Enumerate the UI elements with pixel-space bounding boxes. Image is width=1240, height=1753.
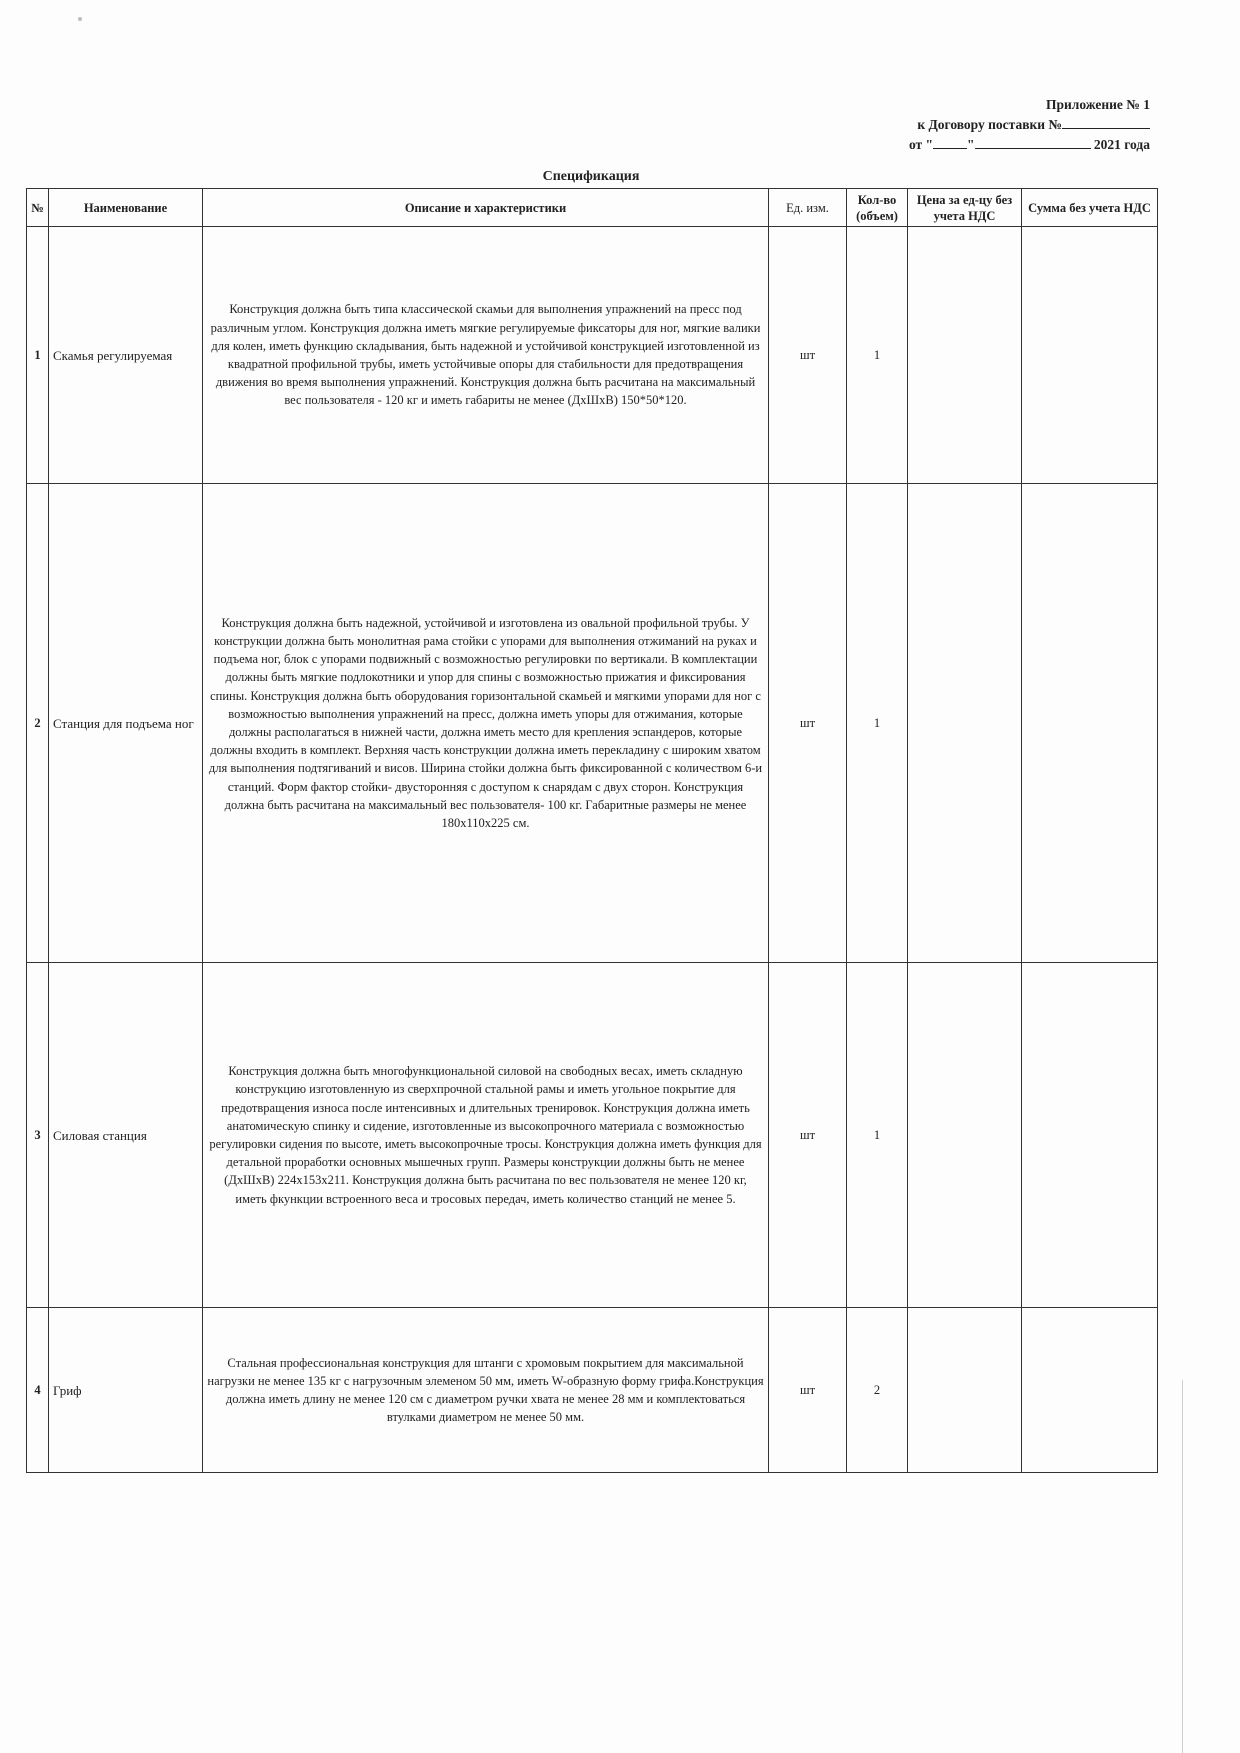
contract-date <box>909 134 1150 154</box>
item-description: Стальная профессиональная конструкция для штанги с хромовым покрытием для максимальной нагрузки не менее 135 кг с нагрузочным элеменом 50 мм, иметь W-образную форму грифа.Конструкция должна иметь длину не менее 120 см с диаметром ручки хвата не менее 28 мм и комплектоваться втулками диаметром не менее 50 мм. <box>203 1308 769 1473</box>
item-unit: шт <box>769 484 847 963</box>
item-name: Скамья регулируемая <box>49 227 203 484</box>
appendix-header <box>909 95 1150 154</box>
appendix-number: Приложение № 1 <box>1046 97 1150 112</box>
specification-table <box>26 188 1158 1473</box>
item-name: Силовая станция <box>49 963 203 1308</box>
column-header-unit-price: Цена за ед-цу без учета НДС <box>908 189 1022 227</box>
item-quantity: 2 <box>847 1308 908 1473</box>
table-row <box>27 484 1158 963</box>
column-header-description: Описание и характеристики <box>203 189 769 227</box>
item-name: Станция для подъема ног <box>49 484 203 963</box>
contract-text: к Договору поставки № <box>917 117 1062 132</box>
column-header-quantity: Кол-во (объем) <box>847 189 908 227</box>
row-number: 3 <box>27 963 49 1308</box>
date-day-blank <box>933 134 967 149</box>
contract-number-blank <box>1062 114 1150 129</box>
table-row <box>27 227 1158 484</box>
item-unit-price <box>908 484 1022 963</box>
item-name: Гриф <box>49 1308 203 1473</box>
item-unit: шт <box>769 1308 847 1473</box>
scan-edge-line <box>1182 1380 1183 1753</box>
date-month-blank <box>975 134 1091 149</box>
item-description: Конструкция должна быть многофункциональной силовой на свободных весах, иметь складную конструкцию изготовленную из сверхпрочной стальной рамы и иметь угольное покрытие для предотвращения износа после интенсивных и длительных тренировок. Конструкция должна иметь анатомическую спинку и сидение, изготовленные из высокопрочного материала с возможностью регулировки сидения по высоте, иметь высокопрочные тросы. Конструкция должна иметь функция для детальной проработки основных мышечных групп. Размеры конструкции должны быть не менее (ДхШхВ) 224х153х211. Конструкция должна быть расчитана по вес пользователя не менее 120 кг, иметь фкункции встроенного веса и тросовых передач, иметь количество станций не менее 5. <box>203 963 769 1308</box>
row-number: 1 <box>27 227 49 484</box>
column-header-name: Наименование <box>49 189 203 227</box>
item-unit: шт <box>769 227 847 484</box>
table-row <box>27 963 1158 1308</box>
item-quantity: 1 <box>847 227 908 484</box>
column-header-number: № <box>27 189 49 227</box>
date-mid: " <box>967 137 975 152</box>
item-description: Конструкция должна быть надежной, устойчивой и изготовлена из овальной профильной трубы. У конструкции должна быть монолитная рама стойки с упорами для выполнения отжиманий на руках и подъема ног, блок с упорами подвижный с возможностью регулировки по вертикали. В комплектации должны быть мягкие подлокотники и упор для спины с возможностью прижатия и фиксирования спины. Конструкция должна быть оборудования горизонтальной скамьей и мягкими упорами для ног с возможностью выполнения упражнений на пресс, должна иметь упоры для отжимания, которые должны располагаться в нижней части, должна иметь место для крепления эспандеров, которые должны входить в комплект. Верхняя часть конструкции должна иметь перекладину с широким хватом для выполнения подтягиваний и висов. Ширина стойки должна быть фиксированной с количеством 6-и станций. Форм фактор стойки- двусторонняя с доступом к снарядам с двух сторон. Конструкция должна быть расчитана на максимальный вес пользователя- 100 кг. Габаритные размеры не менее 180х110х225 см. <box>203 484 769 963</box>
column-header-total: Сумма без учета НДС <box>1022 189 1158 227</box>
contract-reference <box>909 114 1150 134</box>
item-unit-price <box>908 227 1022 484</box>
item-total <box>1022 227 1158 484</box>
item-unit-price <box>908 963 1022 1308</box>
table-header-row <box>27 189 1158 227</box>
item-description: Конструкция должна быть типа классической скамьи для выполнения упражнений на пресс под различным углом. Конструкция должна иметь мягкие регулируемые фиксаторы для ног, мягкие валики для колен, иметь функцию складывания, быть надежной и устойчивой конструкцией изготовленной из квадратной профильной трубы, иметь устойчивые опоры для стабильности для предотвращения движения во время выполнения упражнений. Конструкция должна быть расчитана на максимальный вес пользователя - 120 кг и иметь габариты не менее (ДхШхВ) 150*50*120. <box>203 227 769 484</box>
item-total <box>1022 484 1158 963</box>
date-year: 2021 года <box>1093 137 1150 152</box>
item-quantity: 1 <box>847 484 908 963</box>
date-prefix: от " <box>908 137 934 152</box>
item-unit-price <box>908 1308 1022 1473</box>
table-row <box>27 1308 1158 1473</box>
row-number: 4 <box>27 1308 49 1473</box>
document-title: Спецификация <box>542 169 640 184</box>
item-total <box>1022 1308 1158 1473</box>
item-total <box>1022 963 1158 1308</box>
column-header-unit: Ед. изм. <box>769 189 847 227</box>
item-quantity: 1 <box>847 963 908 1308</box>
item-unit: шт <box>769 963 847 1308</box>
row-number: 2 <box>27 484 49 963</box>
scan-speck <box>78 17 82 21</box>
